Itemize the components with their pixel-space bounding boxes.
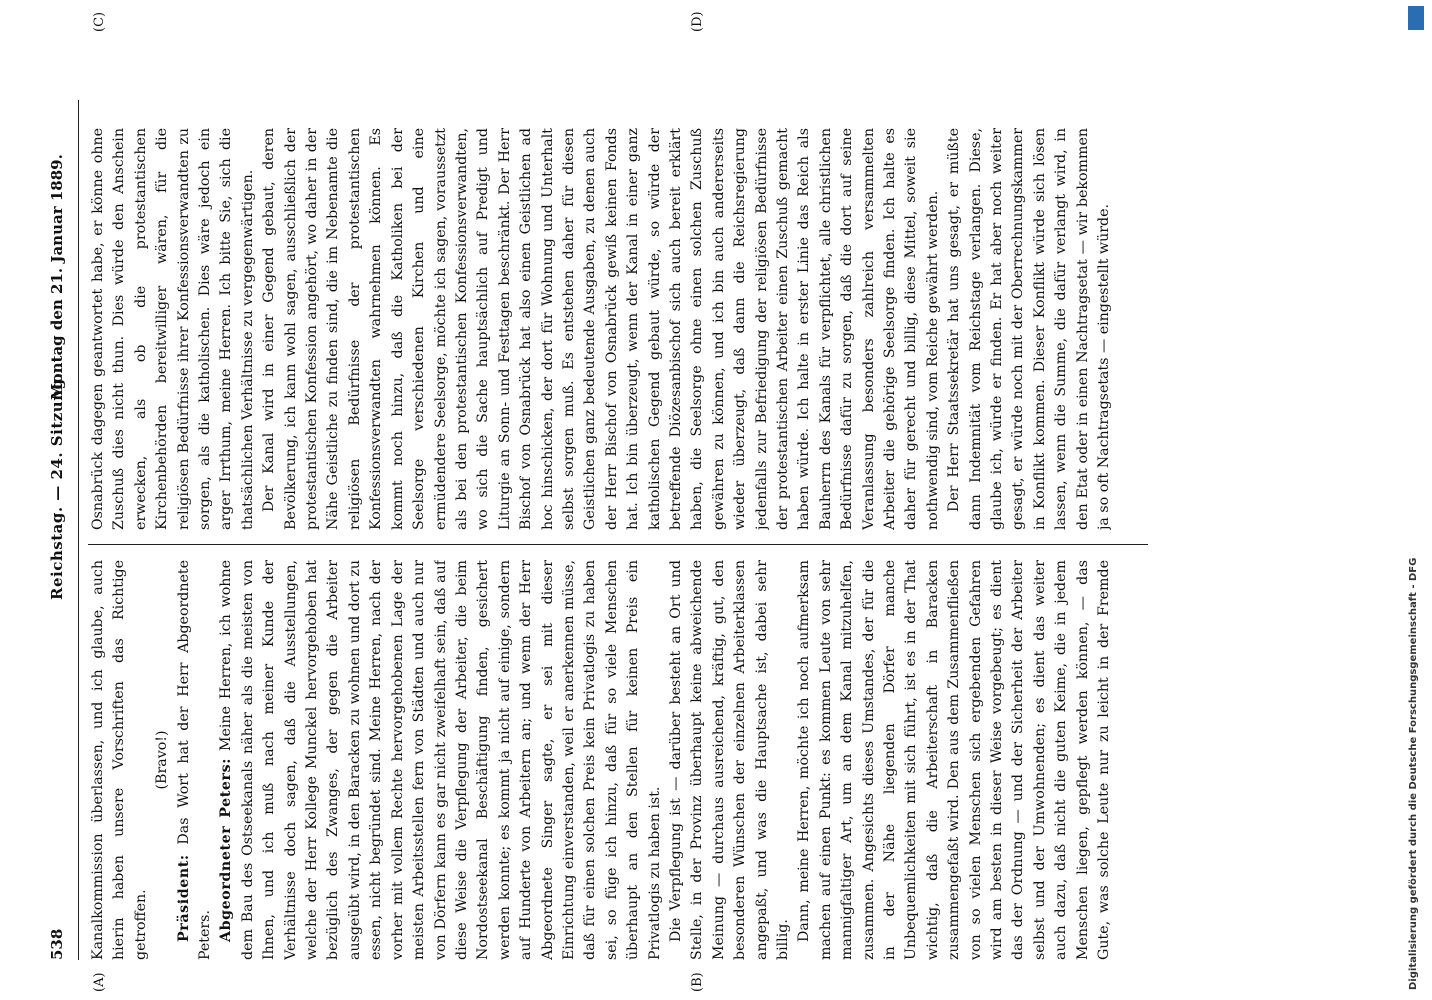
interjection: (Bravo!): [154, 730, 171, 790]
right-column: [88, 128, 1118, 530]
running-header: [48, 100, 72, 960]
paragraph: Der Herr Staatssekretär hat uns gesagt, er müßte dann Indemnität vom Reichstage verlangen. Diese, glaube ich, würde er finden. Er hat aber noch weiter gesagt, er würde noch mit der Oberrechnungskammer in Konflikt kommen. Dieser Konflikt würde sich lösen lassen, wenn die Summe, die dafür verlangt wird, in den Etat oder in einen Nachtragsetat — wir bekommen ja so oft Nachtragsetats — eingestellt würde.: [946, 128, 1113, 530]
speaker-label: Abgeordneter Peters:: [218, 757, 235, 942]
speaker-label: Präsident:: [175, 854, 192, 942]
speech-text: Meine Herren, ich wohne dem Bau des Ostseekanals näher als die meisten von Ihnen, und ich muß nach meiner Kunde der Verhältnisse doch sagen, daß die Ausstellungen, welche der Herr Kollege Munckel hervorgehoben hat bezüglich des Zwanges, der gegen die Arbeiter ausgeübt wird, in den Baracken zu wohnen und dort zu essen, nicht begründet sind. Meine Herren, nach der vorher mit vollem Rechte hervorgehobenen Lage der meisten Arbeitsstellen fern von Städten und auch nur von Dörfern kann es gar nicht zweifelhaft sein, daß auf diese Weise die Verpflegung der Arbeiter, die beim Nordostseekanal Beschäftigung finden, gesichert werden konnte; es kommt ja nicht auf einige, sondern auf Hunderte von Arbeitern an; und wenn der Herr Abgeordnete Singer sagte, er sei mit dieser Einrichtung einverstanden, weil er anerkennen müsse, daß für einen solchen Preis kein Privatlogis zu haben sei, so füge ich hinzu, daß für so viele Menschen überhaupt an den Stellen für keinen Preis ein Privatlogis zu haben ist.: [218, 560, 663, 960]
column-divider: [88, 544, 1148, 545]
paragraph: [216, 560, 666, 960]
margin-mark-a: (A): [92, 972, 107, 992]
paragraph: Kanalkommission überlassen, und ich glaube, auch hierin haben unsere Vorschriften das Richtige getroffen.: [90, 560, 149, 960]
paragraph: [174, 560, 217, 960]
header-rule: [78, 100, 79, 960]
session-date: Montag den 21. Januar 1889.: [48, 154, 66, 400]
credit-text: Digitalisierung gefördert durch die Deutsche Forschungsgemeinschaft - DFG: [1408, 557, 1419, 990]
dfg-logo-icon: [1408, 6, 1424, 30]
page-number: 538: [48, 928, 66, 960]
margin-mark-b: (B): [690, 972, 705, 992]
session-title: Reichstag. — 24. Sitzung.: [48, 372, 66, 600]
interjection: [1116, 128, 1119, 530]
digitization-credit: [1404, 0, 1426, 1000]
speech-text: Das Wort hat der Herr Abgeordnete Peters.: [175, 560, 214, 960]
paragraph: Dann, meine Herren, möchte ich noch aufmerksam machen auf einen Punkt: es kommen Leute von sehr mannigfaltiger Art, um an dem Kanal mitzuhelfen, zusammen. Angesichts dieses Umstandes, der für die in der Nähe liegenden Dörfer manche Unbequemlichkeiten mit sich führt, ist es in der That wichtig, daß die Arbeiterschaft in Baracken zusammengefaßt wird. Den aus dem Zusammenfließen von so vielen Menschen sich ergebenden Gefahren wird am besten in dieser Weise vorgebeugt; es dient das der Ordnung — und der Sicherheit der Arbeiter selbst und der Umwohnenden; es dient das weiter auch dazu, daß nicht die guten Keime, die in jedem Menschen liegen, gepflegt werden können, — das Gute, was solche Leute nur zu leicht in der Fremde: [796, 560, 1113, 960]
margin-mark-d: (D): [690, 11, 705, 32]
paragraph: Der Kanal wird in einer Gegend gebaut, deren Bevölkerung, ich kann wohl sagen, ausschließlich der protestantischen Konfession angehört, wo daher in der Nähe Geistliche zu finden sind, die im Nebenamte die religiösen Bedürfnisse der protestantischen Konfessionsverwandten wahrnehmen können. Es kommt noch hinzu, daß die Katholiken bei der Seelsorge verschiedenen Kirchen und eine ermüdendere Seelsorge, möchte ich sagen, voraussetzt als bei den protestantischen Konfessionsverwandten, wo sich die Sache hauptsächlich auf Predigt und Liturgie an Sonn- und Festtagen beschränkt. Der Herr Bischof von Osnabrück hat also einen Geistlichen ad hoc hinschicken, der dort für Wohnung und Unterhalt selbst sorgen muß. Es entstehen daher für diesen Geistlichen ganz bedeutende Ausgaben, zu denen auch der Herr Bischof von Osnabrück gewiß keinen Fonds hat. Ich bin überzeugt, wenn der Kanal in einer ganz katholischen Gegend gebaut würde, so würde der betreffende Diözesanbischof sich auch bereit erklärt haben, die Seelsorge ohne einen solchen Zuschuß gewähren zu können, und ich bin auch andererseits wieder überzeugt, daß dann die Reichsregierung jedenfalls zur Befriedigung der religiösen Bedürfnisse der protestantischen Arbeiter einen Zuschuß gemacht haben würde. Ich halte in erster Linie das Reich als Bauherrn des Kanals für verpflichtet, alle christlichen Bedürfnisse dafür zu sorgen, daß die dort auf seine Veranlassung besonders zahlreich versammelten Arbeiter die gehörige Seelsorge finden. Ich halte es daher für gerecht und billig, diese Mittel, soweit sie nothwendig sind, vom Reiche gewährt werden.: [261, 128, 941, 530]
left-column: [88, 560, 1118, 960]
paragraph: Osnabrück dagegen geantwortet habe, er könne ohne Zuschuß dies nicht thun. Dies würde den Anschein erwecken, als ob die protestantischen Kirchenbehörden bereitwilliger wären, für die religiösen Bedürfnisse ihrer Konfessionsverwandten zu sorgen, als die katholischen. Dies wäre jedoch ein arger Irrthum, meine Herren. Ich bitte Sie, sich die thatsächlichen Verhältnisse zu vergegenwärtigen.: [90, 128, 256, 530]
margin-mark-c: (C): [92, 11, 107, 32]
paragraph: Die Verpflegung ist — darüber besteht an Ort und Stelle, in der Provinz überhaupt keine abweichende Meinung — durchaus ausreichend, kräftig, gut, den besonderen Wünschen der einzelnen Arbeiterklassen angepaßt, und was die Hauptsache ist, dabei sehr billig.: [667, 560, 791, 960]
